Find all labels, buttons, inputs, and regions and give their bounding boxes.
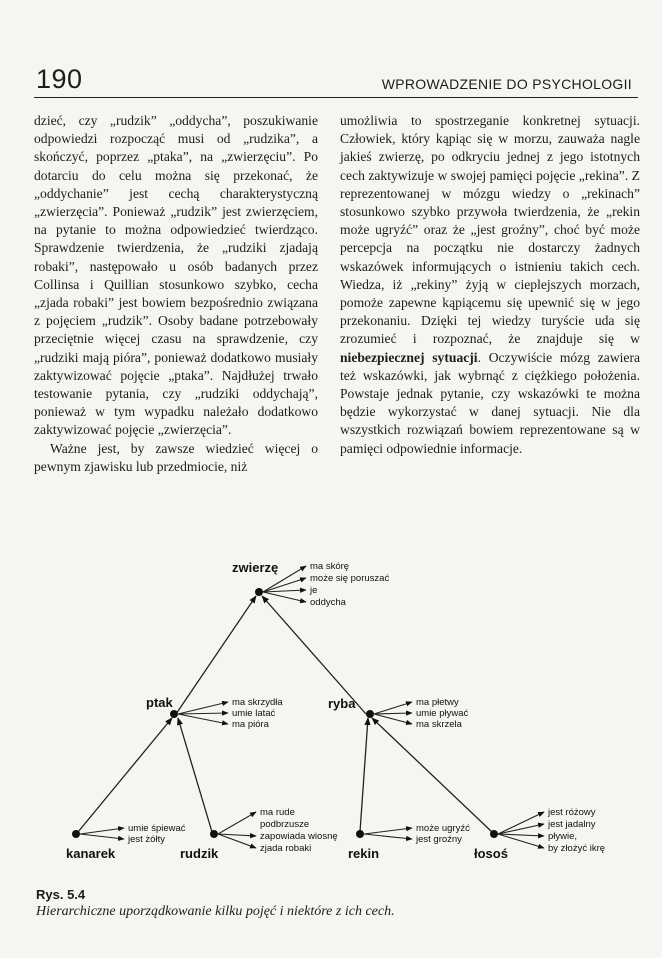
caption-text: Hierarchiczne uporządkowanie kilku pojęć i niektóre z ich cech. (36, 904, 395, 919)
node-dot-ptak (170, 710, 178, 718)
arrow-ptak-3 (178, 714, 228, 724)
right-column (340, 112, 640, 458)
hierarchy-diagram (60, 552, 650, 872)
prop-ryba-3: ma skrzela (416, 719, 462, 730)
prop-kanarek-1: umie śpiewać (128, 823, 186, 834)
arrow-rekin-2 (364, 834, 412, 839)
arrow-ptak-2 (178, 713, 228, 714)
node-label-ptak: ptak (146, 695, 173, 710)
prop-rudzik-4: zjada robaki (260, 843, 312, 854)
arrow-rudzik-1 (218, 812, 256, 834)
node-dot-rekin (356, 830, 364, 838)
prop-rudzik-1: ma rude (260, 807, 295, 818)
prop-zwierze-4: oddycha (310, 597, 346, 608)
arrow-ptak-1 (178, 702, 228, 714)
right-paragraph-1 (340, 112, 640, 458)
prop-rudzik-2: podbrzusze (260, 819, 310, 830)
node-dot-ryba (366, 710, 374, 718)
prop-ryba-1: ma płetwy (416, 697, 459, 708)
left-paragraph-2: Ważne jest, by zawsze wiedzieć więcej o pewnym zjawisku lub przedmiocie, niż (34, 440, 318, 474)
prop-kanarek-2: jest żółty (128, 834, 165, 845)
arrow-rekin-1 (364, 828, 412, 834)
prop-ryba-2: umie pływać (416, 708, 469, 719)
arrow-zwierze-4 (263, 592, 306, 602)
prop-ptak-1: ma skrzydła (232, 697, 283, 708)
prop-zwierze-1: ma skórę (310, 561, 350, 572)
figure-caption (36, 886, 636, 920)
prop-ptak-3: ma pióra (232, 719, 269, 730)
arrow-kanarek-2 (80, 834, 124, 839)
prop-rekin-2: jest groźny (416, 834, 462, 845)
node-dot-zwierze (255, 588, 263, 596)
node-label-ryba: ryba (328, 696, 356, 711)
node-dot-losos (490, 830, 498, 838)
node-label-kanarek: kanarek (66, 846, 116, 861)
prop-zwierze-3: je (310, 585, 318, 596)
prop-losos-1: jest różowy (548, 807, 596, 818)
node-dot-kanarek (72, 830, 80, 838)
prop-rekin-1: może ugryźć (416, 823, 470, 834)
arrow-kanarek-1 (80, 828, 124, 834)
right-text-a: umożliwia to spostrzeganie konkretnej sytuacji. Człowiek, który kąpiąc się w morzu, zauważa nagle jakieś zwierzę, po odkryciu jednej z jego istotnych cech zaktywizuje w swojej pamięci pojęcie „rekina”. Z reprezentowanej w mózgu wiedzy o „rekinach” stosunkowo szybko przywoła twierdzenia, że „rekin może ugryźć” oraz że „jest groźny”, choć być może percepcja na początku nie dostarczy żadnych wskazówek informujących o istnieniu takich cech. Wiedza, iż „rekiny” żyją w cieplejszych morzach, pomoże zapewne kąpiącemu się upewnić się w jego przekonaniu. Dzięki tej wiedzy turyście uda się zrozumieć i rozpoznać, że znajduje się w (340, 113, 640, 347)
prop-losos-4: by złożyć ikrę (548, 843, 606, 854)
left-paragraph-1: dzieć, czy „rudzik” „oddycha”, poszukiwanie odpowiedzi rozpocząć musi od „rudzika”, a skończyć, poprzez „ptaka”, na „zwierzęciu”. Po dotarciu do celu można się przekonać, że „oddychanie” jest cechą charakterystyczną „zwierzęcia”. Ponieważ „rudzik” jest zwierzęciem, na pytanie to można odpowiedzieć twierdząco. Sprawdzenie twierdzenia, że „rudziki zjadają robaki”, następowało u osób badanych przez Collinsa i Quillian stosunkowo szybko, cecha „zjada robaki” jest bowiem bezpośrednio związana z pojęciem „rudzik”. Osoby badane potrzebowały przeciętnie więcej czasu na sprawdzenie, czy „rudziki mają pióra”, ponieważ dodatkowo musiały zaktywizować pojęcie „ptaka”. Najdłużej trwało testowanie pytania, czy „rudziki oddychają”, ponieważ w tym wypadku należało dodatkowo zaktywizować pojęcie „zwierzęcia”. (34, 113, 318, 438)
edge-rekin-ryba (360, 718, 368, 832)
prop-losos-2: jest jadalny (548, 819, 596, 830)
edge-rudzik-ptak (178, 718, 212, 832)
prop-zwierze-2: może się poruszać (310, 573, 390, 584)
node-label-losos: łosoś (474, 846, 508, 861)
right-text-b: . Oczywiście mózg zawiera też wskazówki, jak wybrnąć z ciężkiego położenia. Powstaje jednak pytanie, czy wskazówki te można będzie wykorzystać w danej sytuacji. Nie dla wszystkich rozwiązań bowiem reprezentowane są w pamięci odpowiednie informacje. (340, 349, 641, 456)
right-bold-phrase: niebezpiecznej sytuacji (340, 349, 478, 365)
prop-ptak-2: umie latać (232, 708, 276, 719)
header-rule (34, 97, 638, 98)
caption-label: Rys. 5.4 (36, 887, 86, 902)
figure-hierarchy (60, 552, 650, 872)
arrow-losos-1 (498, 812, 544, 834)
edge-losos-ryba (372, 718, 492, 832)
arrow-losos-2 (498, 824, 544, 834)
left-column (34, 112, 318, 476)
prop-rudzik-3: zapowiada wiosnę (260, 831, 338, 842)
node-label-rudzik: rudzik (180, 846, 219, 861)
node-label-rekin: rekin (348, 846, 380, 861)
prop-losos-3: pływie, (548, 831, 578, 842)
node-dot-rudzik (210, 830, 218, 838)
arrow-ryba-2 (374, 713, 412, 714)
node-label-zwierze: zwierzę (232, 560, 279, 575)
arrow-ryba-1 (374, 702, 412, 714)
running-title: WPROWADZENIE DO PSYCHOLOGII (381, 76, 632, 92)
page-number: 190 (36, 64, 83, 94)
arrow-ryba-3 (374, 714, 412, 724)
edge-kanarek-ptak (78, 718, 172, 832)
